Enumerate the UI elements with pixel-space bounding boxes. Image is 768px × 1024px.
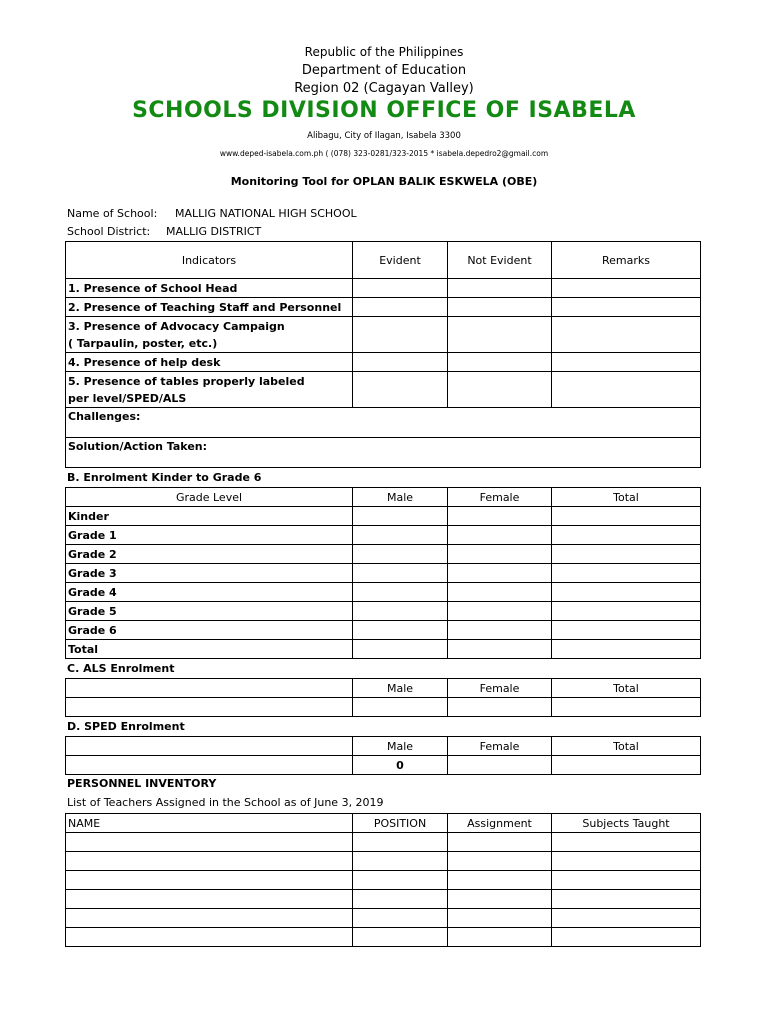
position-cell[interactable]	[353, 890, 448, 909]
name-cell[interactable]	[66, 928, 353, 947]
als-title: C. ALS Enrolment	[67, 662, 175, 675]
enrolment-table	[65, 487, 701, 659]
table-row	[66, 317, 701, 353]
header-cell: Assignment	[448, 814, 552, 833]
sped-table	[65, 736, 701, 775]
sped-title: D. SPED Enrolment	[67, 720, 185, 733]
total-cell[interactable]	[552, 545, 701, 564]
male-cell[interactable]	[353, 526, 448, 545]
not-evident-cell[interactable]	[448, 372, 552, 408]
position-cell[interactable]	[353, 871, 448, 890]
indicator-line: 5. Presence of tables properly labeled	[68, 374, 305, 388]
subjects-cell[interactable]	[552, 833, 701, 852]
indicator-line: 3. Presence of Advocacy Campaign	[68, 319, 285, 333]
personnel-table	[65, 813, 701, 947]
blank-cell	[66, 737, 353, 756]
assignment-cell[interactable]	[448, 890, 552, 909]
table-row	[66, 438, 701, 468]
school-name-value: MALLIG NATIONAL HIGH SCHOOL	[175, 207, 357, 220]
position-cell[interactable]	[353, 909, 448, 928]
personnel-subtitle: List of Teachers Assigned in the School as of June 3, 2019	[67, 796, 384, 809]
total-cell[interactable]	[552, 621, 701, 640]
grade-label: Grade 2	[66, 545, 353, 564]
form-title: Monitoring Tool for OPLAN BALIK ESKWELA (OBE)	[230, 175, 538, 188]
male-cell[interactable]	[353, 640, 448, 659]
als-table	[65, 678, 701, 717]
table-row	[66, 353, 701, 372]
header-cell: Total	[552, 679, 701, 698]
header-cell: Not Evident	[448, 242, 552, 279]
contact-text: www.deped-isabela.com.ph ( (078) 323-0281/323-2015 * isabela.depedro2@gmail.com	[219, 149, 549, 158]
blank-cell	[66, 756, 353, 775]
indicator-label: 2. Presence of Teaching Staff and Personnel	[66, 298, 353, 317]
table-row	[66, 526, 701, 545]
header-cell: Total	[552, 488, 701, 507]
table-row	[66, 890, 701, 909]
indicator-label	[66, 317, 353, 353]
not-evident-cell[interactable]	[448, 298, 552, 317]
challenges-cell[interactable]: Challenges:	[66, 408, 701, 438]
subjects-cell[interactable]	[552, 852, 701, 871]
school-district-value: MALLIG DISTRICT	[166, 225, 262, 238]
header-cell: Male	[353, 737, 448, 756]
male-cell[interactable]	[353, 583, 448, 602]
enrolment-title: B. Enrolment Kinder to Grade 6	[67, 471, 262, 484]
table-row	[66, 909, 701, 928]
table-row	[66, 852, 701, 871]
header-cell: Evident	[353, 242, 448, 279]
grade-label: Grade 4	[66, 583, 353, 602]
total-cell[interactable]	[552, 526, 701, 545]
not-evident-cell[interactable]	[448, 317, 552, 353]
male-cell[interactable]	[353, 564, 448, 583]
grade-label: Kinder	[66, 507, 353, 526]
female-cell[interactable]	[448, 526, 552, 545]
evident-cell[interactable]	[353, 279, 448, 298]
header-cell: Indicators	[66, 242, 353, 279]
total-cell[interactable]	[552, 583, 701, 602]
female-cell[interactable]	[448, 564, 552, 583]
name-cell[interactable]	[66, 871, 353, 890]
evident-cell[interactable]	[353, 372, 448, 408]
female-cell[interactable]	[448, 640, 552, 659]
table-row	[66, 602, 701, 621]
female-cell[interactable]	[448, 698, 552, 717]
table-row	[66, 372, 701, 408]
header-cell: Female	[448, 488, 552, 507]
table-row	[66, 640, 701, 659]
female-cell[interactable]	[448, 545, 552, 564]
department-text: Department of Education	[301, 63, 467, 78]
female-cell[interactable]	[448, 756, 552, 775]
table-row	[66, 928, 701, 947]
indicator-label: 4. Presence of help desk	[66, 353, 353, 372]
header-cell: Male	[353, 488, 448, 507]
assignment-cell[interactable]	[448, 852, 552, 871]
female-cell[interactable]	[448, 583, 552, 602]
region-text: Region 02 (Cagayan Valley)	[294, 81, 474, 96]
header-cell: Male	[353, 679, 448, 698]
table-row	[66, 488, 701, 507]
assignment-cell[interactable]	[448, 909, 552, 928]
header-cell: Remarks	[552, 242, 701, 279]
grade-label: Grade 5	[66, 602, 353, 621]
evident-cell[interactable]	[353, 317, 448, 353]
grade-label: Grade 6	[66, 621, 353, 640]
position-cell[interactable]	[353, 928, 448, 947]
indicator-line: ( Tarpaulin, poster, etc.)	[68, 336, 218, 350]
name-cell[interactable]	[66, 833, 353, 852]
remarks-cell[interactable]	[552, 298, 701, 317]
total-cell[interactable]	[552, 507, 701, 526]
school-name-label: Name of School:	[67, 207, 158, 220]
indicators-table	[65, 241, 701, 468]
male-cell[interactable]	[353, 545, 448, 564]
name-cell[interactable]	[66, 890, 353, 909]
remarks-cell[interactable]	[552, 279, 701, 298]
blank-cell	[66, 679, 353, 698]
male-cell[interactable]	[353, 507, 448, 526]
table-row	[66, 814, 701, 833]
evident-cell[interactable]	[353, 298, 448, 317]
assignment-cell[interactable]	[448, 871, 552, 890]
subjects-cell[interactable]	[552, 871, 701, 890]
republic-text: Republic of the Philippines	[304, 45, 464, 59]
indicator-label	[66, 372, 353, 408]
office-title: SCHOOLS DIVISION OFFICE OF ISABELA	[132, 98, 636, 123]
total-cell[interactable]	[552, 640, 701, 659]
table-row	[66, 408, 701, 438]
table-row	[66, 756, 701, 775]
indicator-line: per level/SPED/ALS	[68, 391, 187, 405]
total-cell[interactable]	[552, 564, 701, 583]
table-row	[66, 737, 701, 756]
assignment-cell[interactable]	[448, 928, 552, 947]
indicator-label: 1. Presence of School Head	[66, 279, 353, 298]
female-cell[interactable]	[448, 507, 552, 526]
male-cell[interactable]	[353, 602, 448, 621]
address-text: Alibagu, City of Ilagan, Isabela 3300	[307, 131, 461, 141]
remarks-cell[interactable]	[552, 317, 701, 353]
remarks-cell[interactable]	[552, 353, 701, 372]
header-cell: Grade Level	[66, 488, 353, 507]
name-cell[interactable]	[66, 909, 353, 928]
table-row	[66, 621, 701, 640]
subjects-cell[interactable]	[552, 909, 701, 928]
table-row	[66, 871, 701, 890]
header-cell: Subjects Taught	[552, 814, 701, 833]
grade-label: Grade 3	[66, 564, 353, 583]
school-district-label: School District:	[67, 225, 151, 238]
header-cell: Total	[552, 737, 701, 756]
header-cell: Female	[448, 737, 552, 756]
male-cell[interactable]	[353, 621, 448, 640]
not-evident-cell[interactable]	[448, 279, 552, 298]
subjects-cell[interactable]	[552, 928, 701, 947]
position-cell[interactable]	[353, 833, 448, 852]
table-row	[66, 545, 701, 564]
table-row	[66, 583, 701, 602]
header-cell: POSITION	[353, 814, 448, 833]
name-cell[interactable]	[66, 852, 353, 871]
personnel-title: PERSONNEL INVENTORY	[67, 777, 217, 790]
table-row	[66, 279, 701, 298]
solution-cell[interactable]: Solution/Action Taken:	[66, 438, 701, 468]
table-row	[66, 507, 701, 526]
table-row	[66, 298, 701, 317]
table-row	[66, 679, 701, 698]
evident-cell[interactable]	[353, 353, 448, 372]
male-cell[interactable]	[353, 698, 448, 717]
table-row	[66, 833, 701, 852]
grade-label: Grade 1	[66, 526, 353, 545]
female-cell[interactable]	[448, 621, 552, 640]
remarks-cell[interactable]	[552, 372, 701, 408]
total-cell[interactable]	[552, 756, 701, 775]
header-cell: Female	[448, 679, 552, 698]
female-cell[interactable]	[448, 602, 552, 621]
table-row	[66, 242, 701, 279]
table-row	[66, 564, 701, 583]
total-cell[interactable]	[552, 602, 701, 621]
table-row	[66, 698, 701, 717]
position-cell[interactable]	[353, 852, 448, 871]
total-cell[interactable]	[552, 698, 701, 717]
header-cell: NAME	[66, 814, 353, 833]
grade-label: Total	[66, 640, 353, 659]
male-cell[interactable]: 0	[353, 756, 448, 775]
blank-cell	[66, 698, 353, 717]
subjects-cell[interactable]	[552, 890, 701, 909]
assignment-cell[interactable]	[448, 833, 552, 852]
not-evident-cell[interactable]	[448, 353, 552, 372]
